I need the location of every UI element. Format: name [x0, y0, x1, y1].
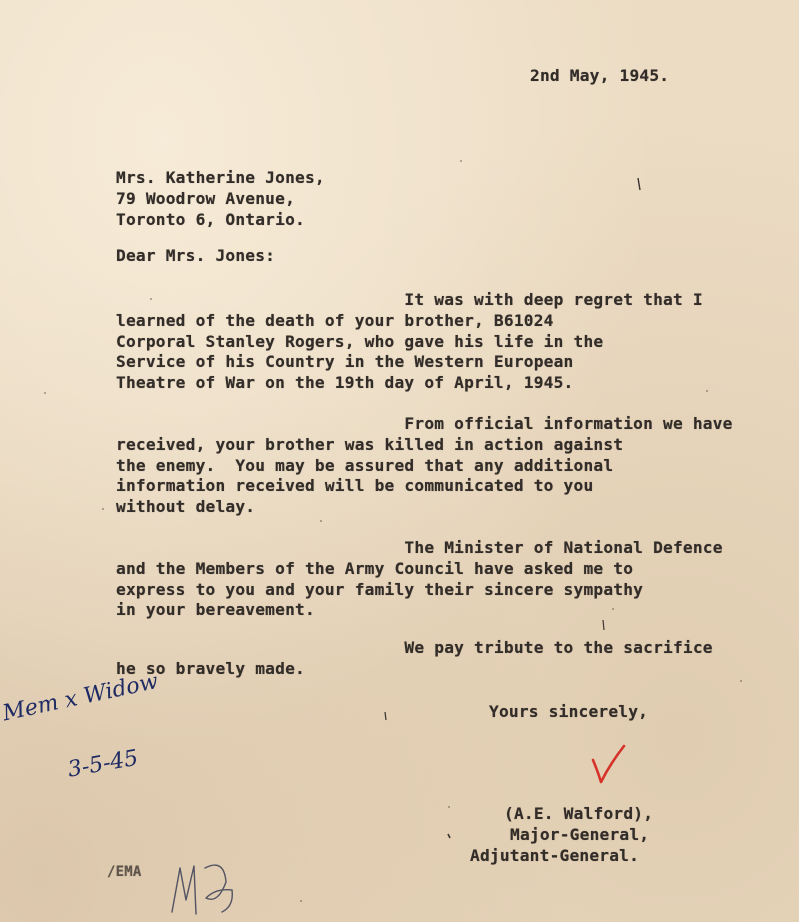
text-line: received, your brother was killed in action against: [116, 434, 624, 454]
address-line: Mrs. Katherine Jones,: [116, 168, 325, 187]
address-line: 79 Woodrow Avenue,: [116, 188, 296, 208]
signature-name: (A.E. Walford),: [504, 804, 654, 823]
signature-title: Adjutant-General.: [470, 845, 640, 865]
text-line: in your bereavement.: [116, 600, 315, 620]
red-check-mark-icon: [593, 746, 624, 782]
text-line: the enemy. You may be assured that any additional: [116, 455, 614, 475]
speck: [612, 608, 614, 610]
speck: [448, 806, 450, 808]
speck: [706, 390, 708, 392]
handwritten-note: Mem x Widow: [0, 669, 161, 727]
text-line: without delay.: [116, 497, 256, 517]
text-line: Theatre of War on the 19th day of April, 1945.: [116, 373, 574, 393]
text-line: We pay tribute to the sacrifice: [116, 638, 713, 657]
text-line: he so bravely made.: [116, 658, 305, 678]
stray-mark: [385, 712, 386, 720]
text-line: and the Members of the Army Council have asked me to: [116, 558, 634, 578]
letter-date: 2nd May, 1945.: [530, 66, 670, 85]
speck: [150, 298, 152, 300]
stray-mark: [448, 834, 450, 838]
signature-rank: Major-General,: [510, 824, 650, 844]
handwritten-initials: [172, 865, 232, 914]
closing: Yours sincerely,: [489, 702, 649, 721]
speck: [300, 900, 302, 902]
text-line: It was with deep regret that I: [116, 290, 703, 309]
speck: [740, 680, 742, 682]
text-line: Service of his Country in the Western European: [116, 352, 574, 372]
reference-initials: /EMA: [107, 864, 142, 880]
speck: [320, 520, 322, 522]
text-line: learned of the death of your brother, B61024: [116, 310, 554, 330]
handwritten-date: 3-5-45: [66, 745, 141, 783]
salutation: Dear Mrs. Jones:: [116, 246, 276, 265]
stray-mark: [603, 620, 604, 630]
speck: [44, 392, 46, 394]
text-line: information received will be communicated to you: [116, 476, 594, 496]
text-line: The Minister of National Defence: [116, 538, 723, 557]
text-line: From official information we have: [116, 414, 733, 433]
speck: [102, 508, 104, 510]
stray-mark: [638, 178, 640, 190]
address-line: Toronto 6, Ontario.: [116, 209, 305, 229]
text-line: express to you and your family their sincere sympathy: [116, 579, 644, 599]
speck: [460, 160, 462, 162]
text-line: Corporal Stanley Rogers, who gave his life in the: [116, 331, 604, 351]
